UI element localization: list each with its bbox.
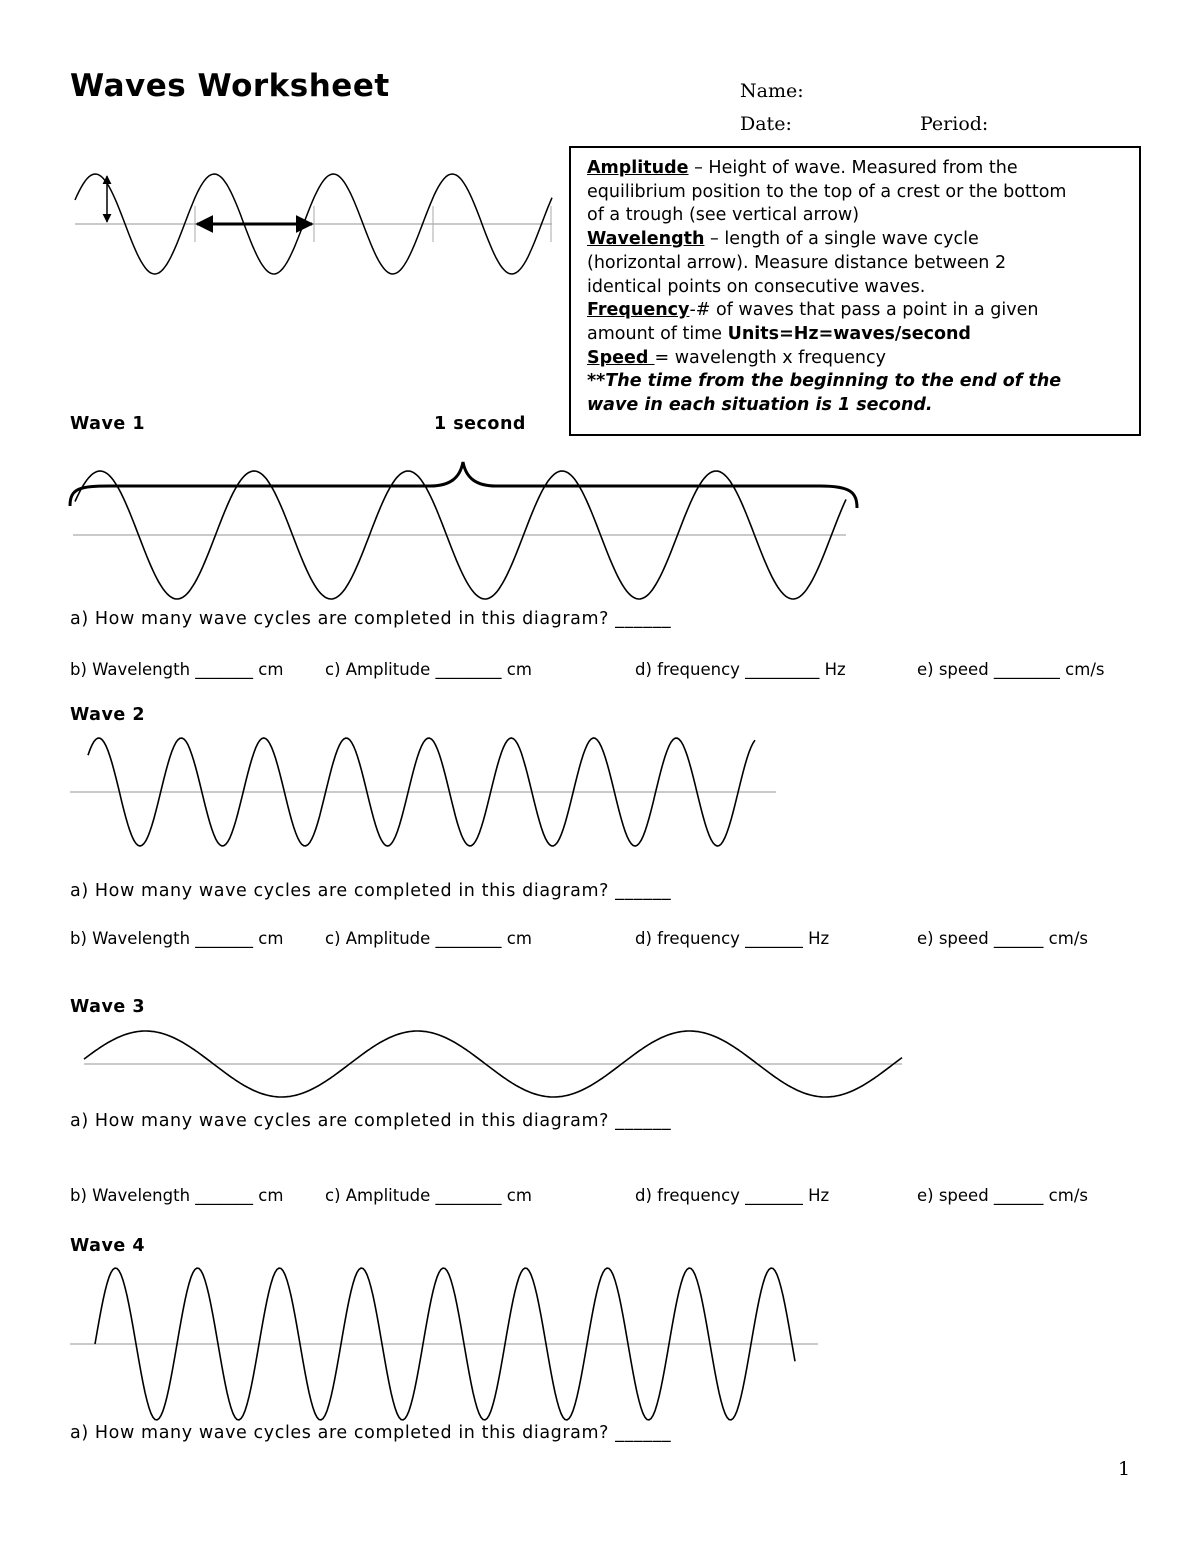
wavelength-text: – length of a single wave cycle — [704, 229, 979, 250]
frequency-term: Frequency — [587, 300, 690, 321]
wave1-amplitude-question: c) Amplitude ________ cm — [325, 660, 532, 679]
wave1-speed-question: e) speed ________ cm/s — [917, 660, 1105, 679]
wave1-wavelength-question: b) Wavelength _______ cm — [70, 660, 284, 679]
date-label: Date: — [740, 113, 792, 135]
amplitude-text: – Height of wave. Measured from the — [688, 158, 1018, 178]
page-title: Waves Worksheet — [70, 68, 390, 104]
wave3-speed-question: e) speed ______ cm/s — [917, 1186, 1088, 1205]
one-second-label: 1 second — [434, 414, 526, 434]
wave1-cycles-question: a) How many wave cycles are completed in this diagram? ______ — [70, 609, 672, 629]
amplitude-text-2: equilibrium position to the top of a crest or the bottom — [587, 181, 1067, 202]
wave3-wavelength-question: b) Wavelength _______ cm — [70, 1186, 284, 1205]
wave3-cycles-question: a) How many wave cycles are completed in this diagram? ______ — [70, 1111, 672, 1131]
one-second-brace — [70, 462, 857, 508]
frequency-text: -# of waves that pass a point in a given — [689, 300, 1039, 321]
frequency-units: Units=Hz=waves/second — [727, 323, 971, 344]
wave3-amplitude-question: c) Amplitude ________ cm — [325, 1186, 532, 1205]
wave3-label: Wave 3 — [70, 997, 146, 1017]
amplitude-term: Amplitude — [587, 158, 689, 178]
name-label: Name: — [740, 80, 804, 102]
frequency-text-2: amount of time — [587, 323, 728, 344]
wave2-wavelength-question: b) Wavelength _______ cm — [70, 929, 284, 948]
wave2-label: Wave 2 — [70, 705, 146, 725]
wavelength-term: Wavelength — [587, 229, 705, 250]
wavelength-text-3: identical points on consecutive waves. — [587, 276, 926, 297]
wave1-frequency-question: d) frequency _________ Hz — [635, 660, 846, 679]
wave2-amplitude-question: c) Amplitude ________ cm — [325, 929, 532, 948]
period-label: Period: — [920, 113, 989, 135]
wave2-frequency-question: d) frequency _______ Hz — [635, 929, 830, 948]
wave2-speed-question: e) speed ______ cm/s — [917, 929, 1088, 948]
speed-term: Speed — [587, 347, 655, 368]
wave3-frequency-question: d) frequency _______ Hz — [635, 1186, 830, 1205]
speed-text: = wavelength x frequency — [654, 347, 886, 368]
page-number: 1 — [1118, 1458, 1131, 1480]
amplitude-text-3: of a trough (see vertical arrow) — [587, 205, 860, 226]
note-line-1: **The time from the beginning to the end of the — [587, 371, 1062, 392]
note-line-2: wave in each situation is 1 second. — [587, 395, 933, 416]
wavelength-text-2: (horizontal arrow). Measure distance between 2 — [587, 252, 1007, 273]
wave2-cycles-question: a) How many wave cycles are completed in this diagram? ______ — [70, 881, 672, 901]
wave4-cycles-question: a) How many wave cycles are completed in this diagram? ______ — [70, 1423, 672, 1443]
wave4-label: Wave 4 — [70, 1236, 146, 1256]
wave1-label: Wave 1 — [70, 414, 146, 434]
